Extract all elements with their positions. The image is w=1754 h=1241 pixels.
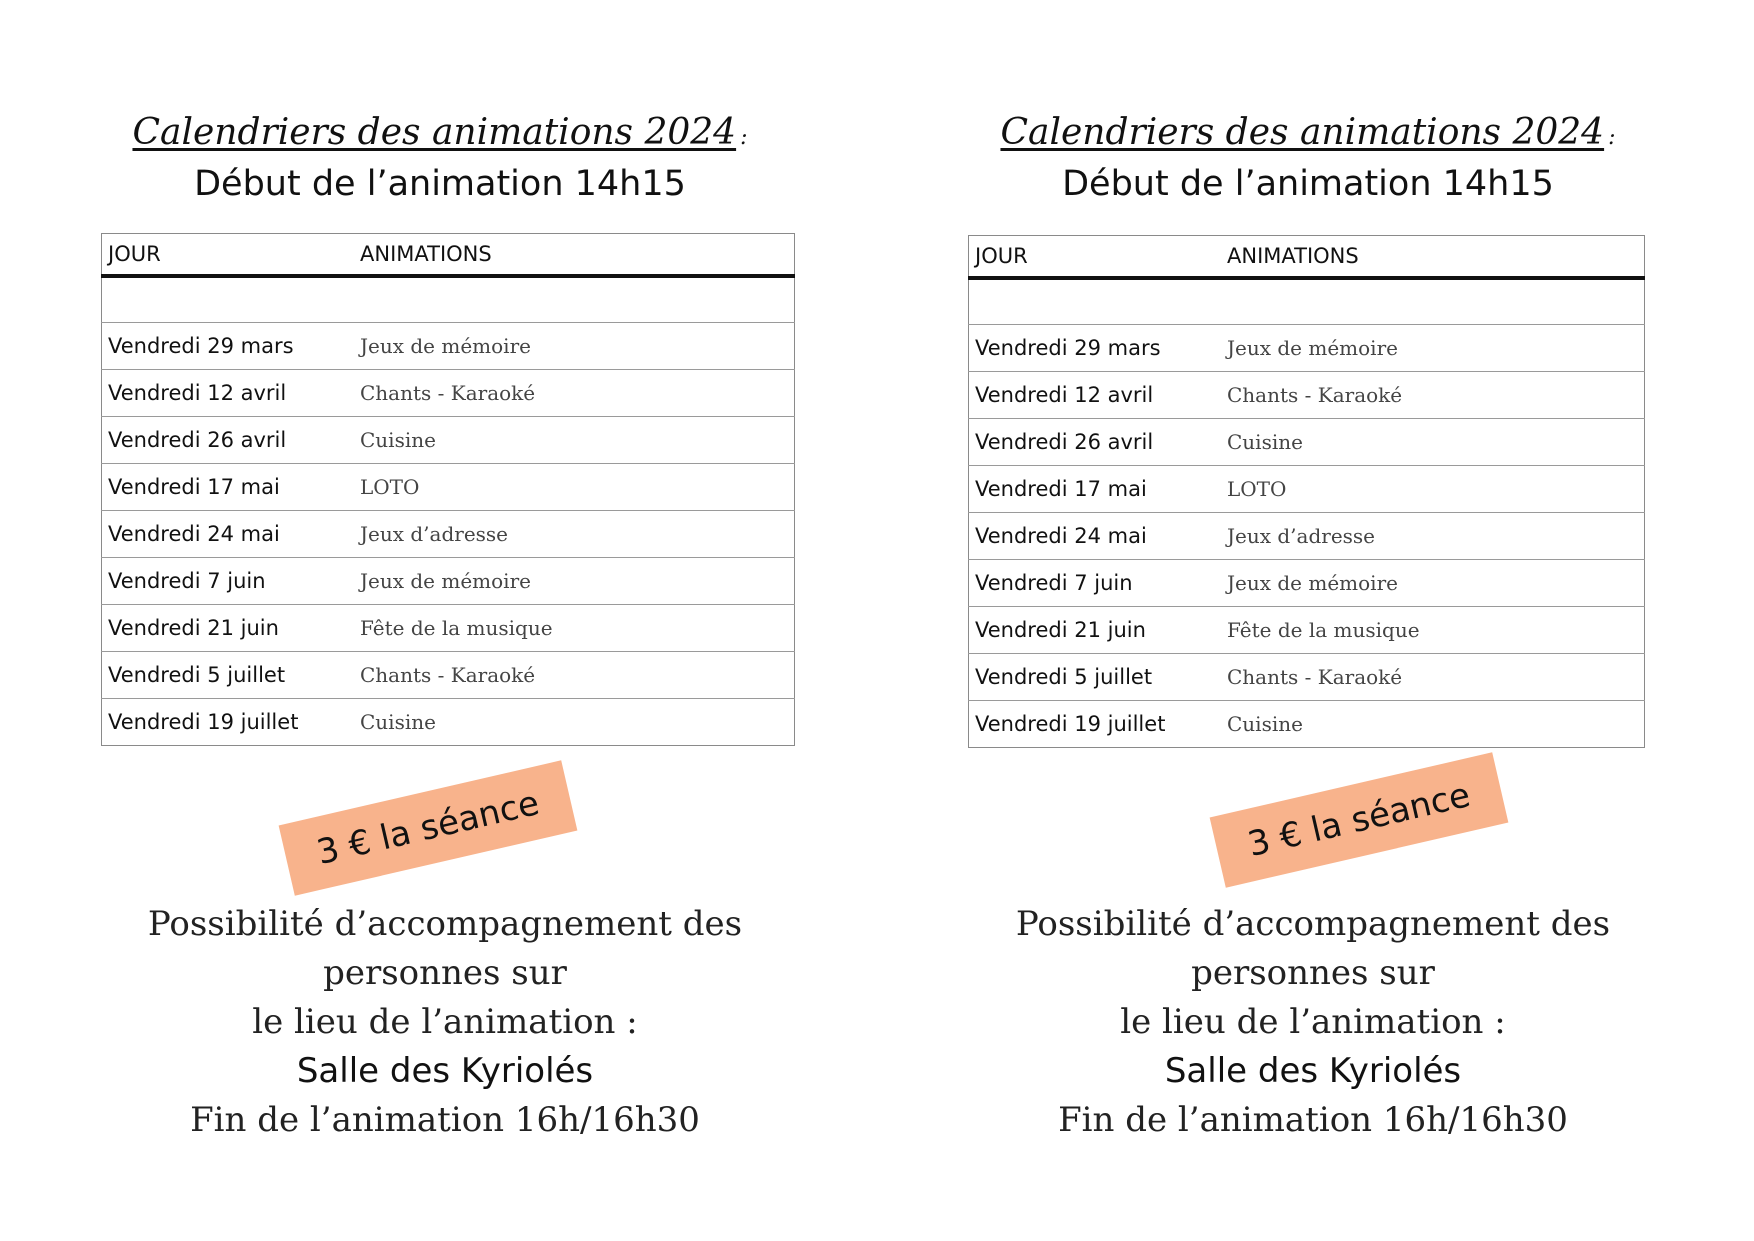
table-row	[102, 699, 795, 746]
schedule-table	[968, 235, 1645, 748]
flyer-title-colon: :	[1608, 125, 1616, 150]
table-cell-day: Vendredi 21 juin	[969, 607, 1222, 654]
flyer-title-colon: :	[740, 125, 748, 150]
table-row	[969, 419, 1645, 466]
schedule-table	[101, 233, 795, 746]
footer-info	[55, 900, 835, 1145]
flyer-title	[90, 112, 790, 153]
column-header-day: JOUR	[969, 236, 1222, 279]
table-cell-day: Vendredi 12 avril	[969, 372, 1222, 419]
table-row-empty	[969, 278, 1645, 325]
table-cell-day: Vendredi 29 mars	[102, 323, 355, 370]
price-badge: 3 € la séance	[1210, 752, 1509, 887]
table-row	[969, 325, 1645, 372]
start-time: Début de l’animation 14h15	[1062, 164, 1554, 204]
flyer-title-text: Calendriers des animations 2024	[132, 112, 737, 153]
table-row	[969, 701, 1645, 748]
table-cell-day: Vendredi 7 juin	[969, 560, 1222, 607]
table-cell-activity	[354, 276, 795, 323]
table-cell-day: Vendredi 19 juillet	[102, 699, 355, 746]
column-header-activity: ANIMATIONS	[354, 234, 795, 277]
accompaniment-line-2: le lieu de l’animation :	[252, 1002, 638, 1042]
accompaniment-line-2: le lieu de l’animation :	[1120, 1002, 1506, 1042]
table-cell-day: Vendredi 5 juillet	[969, 654, 1222, 701]
end-time: Fin de l’animation 16h/16h30	[190, 1100, 700, 1140]
table-header-row	[102, 234, 795, 277]
accompaniment-line-1: Possibilité d’accompagnement des personnes sur	[147, 904, 743, 993]
table-cell-activity: Jeux de mémoire	[1221, 560, 1645, 607]
table-cell-activity: Jeux de mémoire	[1221, 325, 1645, 372]
table-row	[969, 466, 1645, 513]
table-cell-activity: Cuisine	[1221, 419, 1645, 466]
start-time: Début de l’animation 14h15	[194, 164, 686, 204]
end-time: Fin de l’animation 16h/16h30	[1058, 1100, 1568, 1140]
table-row	[102, 323, 795, 370]
table-cell-day	[969, 278, 1222, 325]
price-badge: 3 € la séance	[279, 760, 578, 895]
table-cell-activity	[1221, 278, 1645, 325]
table-cell-activity: Fête de la musique	[1221, 607, 1645, 654]
table-cell-activity: Fête de la musique	[354, 605, 795, 652]
table-row	[102, 370, 795, 417]
table-cell-day: Vendredi 29 mars	[969, 325, 1222, 372]
table-row	[969, 560, 1645, 607]
table-row	[102, 605, 795, 652]
table-row-empty	[102, 276, 795, 323]
table-row	[969, 372, 1645, 419]
table-cell-day: Vendredi 17 mai	[102, 464, 355, 511]
table-cell-activity: Chants - Karaoké	[1221, 654, 1645, 701]
table-cell-activity: Jeux de mémoire	[354, 558, 795, 605]
table-cell-activity: Cuisine	[354, 699, 795, 746]
table-cell-activity: Cuisine	[354, 417, 795, 464]
venue-name: Salle des Kyriolés	[296, 1051, 594, 1091]
venue-name: Salle des Kyriolés	[1164, 1051, 1462, 1091]
table-row	[102, 558, 795, 605]
column-header-activity: ANIMATIONS	[1221, 236, 1645, 279]
accompaniment-line-1: Possibilité d’accompagnement des personnes sur	[1015, 904, 1611, 993]
table-cell-day	[102, 276, 355, 323]
table-cell-activity: Chants - Karaoké	[354, 652, 795, 699]
table-cell-day: Vendredi 12 avril	[102, 370, 355, 417]
table-row	[969, 607, 1645, 654]
table-cell-day: Vendredi 26 avril	[102, 417, 355, 464]
table-row	[102, 652, 795, 699]
table-cell-day: Vendredi 17 mai	[969, 466, 1222, 513]
table-cell-activity: Cuisine	[1221, 701, 1645, 748]
flyer-title	[958, 112, 1658, 153]
table-cell-day: Vendredi 19 juillet	[969, 701, 1222, 748]
table-cell-day: Vendredi 7 juin	[102, 558, 355, 605]
table-cell-day: Vendredi 5 juillet	[102, 652, 355, 699]
table-cell-day: Vendredi 21 juin	[102, 605, 355, 652]
table-row	[969, 513, 1645, 560]
table-row	[969, 654, 1645, 701]
table-cell-activity: Jeux d’adresse	[1221, 513, 1645, 560]
table-cell-day: Vendredi 26 avril	[969, 419, 1222, 466]
table-cell-day: Vendredi 24 mai	[969, 513, 1222, 560]
table-cell-activity: Chants - Karaoké	[1221, 372, 1645, 419]
table-cell-activity: LOTO	[1221, 466, 1645, 513]
column-header-day: JOUR	[102, 234, 355, 277]
table-cell-activity: Jeux d’adresse	[354, 511, 795, 558]
table-row	[102, 511, 795, 558]
table-cell-activity: Chants - Karaoké	[354, 370, 795, 417]
table-cell-activity: LOTO	[354, 464, 795, 511]
flyer-title-text: Calendriers des animations 2024	[1000, 112, 1605, 153]
table-row	[102, 417, 795, 464]
table-cell-day: Vendredi 24 mai	[102, 511, 355, 558]
table-header-row	[969, 236, 1645, 279]
table-cell-activity: Jeux de mémoire	[354, 323, 795, 370]
table-row	[102, 464, 795, 511]
footer-info	[923, 900, 1703, 1145]
